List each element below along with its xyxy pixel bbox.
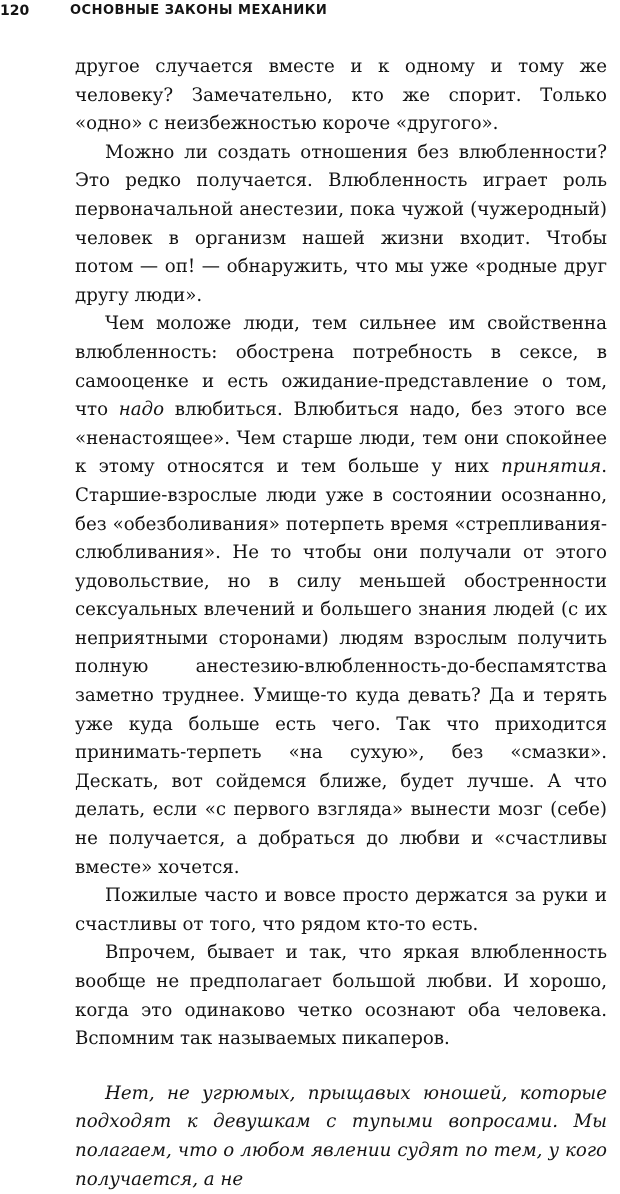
paragraph-no-love-relations: Можно ли создать отношения без влюбленности? Это редко получается. Влюбленность играет роль первоначальной анестезии, пока чужой (чужеродный) человек в организм нашей жизни входит. Чтобы потом — оп! — обнаружить, что мы уже «родные друг другу люди».: [75, 141, 607, 306]
body-text: [75, 53, 607, 1194]
emphasis-text: принятия: [501, 456, 602, 478]
paragraph-text-part: . Старшие-взрослые люди уже в состоянии осознанно, без «обезболивания» потерпеть время «стрепливания-слюбливания». Не то чтобы они получали от этого удовольствие, но в силу меньшей обостренности сексуальных влечений и большего знания людей (с их неприятными сторонами) людям взрослым получить полную анестезию-влюбленность-до-беспамятства заметно труднее. Умище-то куда девать? Да и терять уже куда больше есть чего. Так что приходится принимать-терпеть «на сухую», без «смазки». Дескать, вот сойдемся ближе, будет лучше. А что делать, если «с первого взгляда» вынести мозг (себе) не получается, а добраться до любви и «счастливы вместе» хочется.: [75, 456, 607, 878]
running-header: [0, 0, 620, 22]
page-number: 120: [0, 3, 30, 19]
italic-quote: Нет, не угрюмых, прыщавых юношей, которые подходят к девушкам с тупыми вопросами. Мы полагаем, что о любом явлении судят по тем, у кого получается, а не: [75, 1082, 607, 1190]
paragraph-age-and-love: [75, 310, 607, 882]
paragraph-pickup: Впрочем, бывает и так, что яркая влюбленность вообще не предполагает большой любви. И хорошо, когда это одинаково четко осознают оба человека. Вспомним так называемых пикаперов.: [75, 942, 607, 1050]
paragraph-elderly: Пожилые часто и вовсе просто держатся за руки и счастливы от того, что рядом кто-то есть.: [75, 885, 607, 935]
paragraph-text-part: Чем моложе люди, тем сильнее им свойственна влюбленность: обострена потребность в сексе, в самооценке и есть ожидание-представление о том, что: [75, 313, 607, 421]
paragraph-continuation: другое случается вместе и к одному и тому же человеку? Замечательно, кто же спорит. Только «одно» с неизбежностью короче «другого».: [75, 56, 607, 135]
emphasis-text: надо: [118, 399, 165, 421]
paragraph-text-part: влюбиться. Влюбиться надо, без этого все «ненастоящее». Чем старше люди, тем они спокойнее к этому относятся и тем больше у них: [75, 399, 607, 478]
running-title: ОСНОВНЫЕ ЗАКОНЫ МЕХАНИКИ: [70, 3, 328, 18]
